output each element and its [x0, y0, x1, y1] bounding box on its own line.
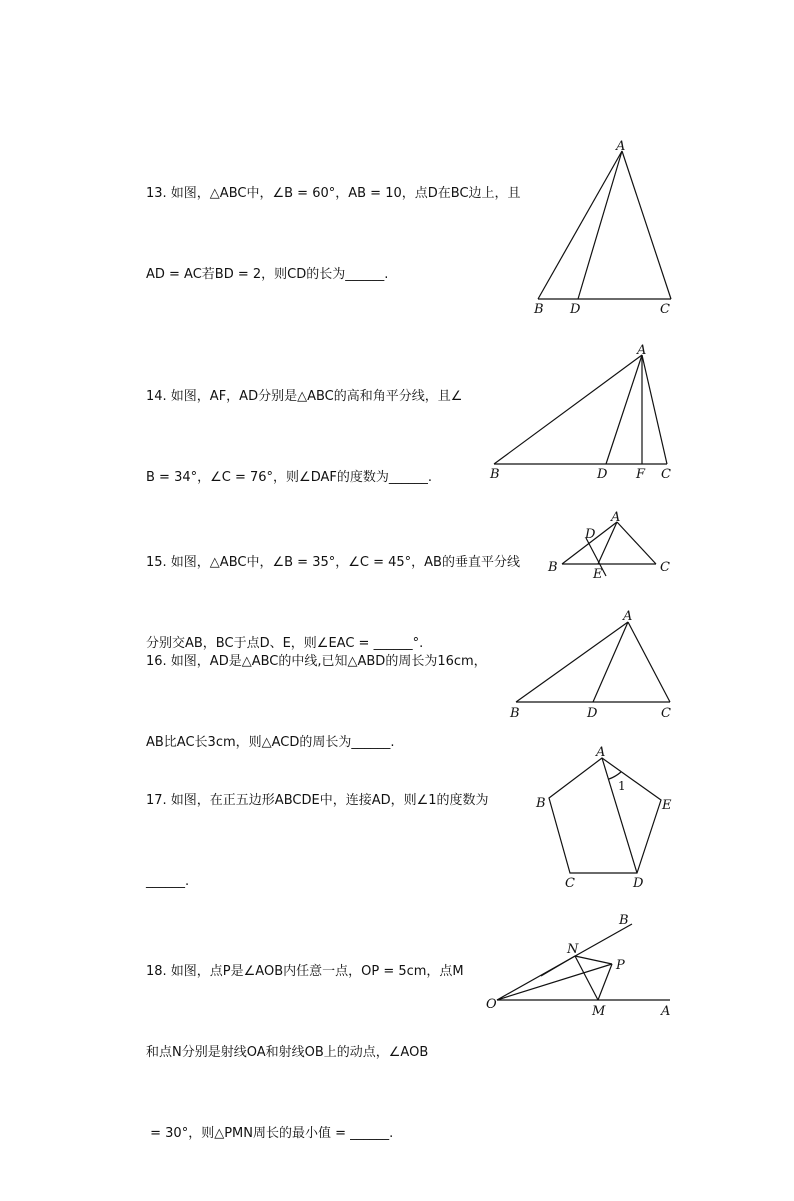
segment-ad [606, 355, 642, 464]
label-n: N [567, 942, 579, 957]
label-m: M [592, 1004, 606, 1019]
label-c: C [660, 302, 670, 317]
label-c: C [661, 467, 671, 482]
label-p: P [616, 958, 625, 973]
label-f: F [636, 467, 646, 482]
problem-17-line-1: 17. 如图，在正五边形ABCDE中，连接AD，则∠1的度数为 [146, 793, 489, 808]
problem-17-figure [530, 740, 680, 890]
segment-ab [494, 355, 642, 464]
label-o: O [486, 997, 497, 1012]
problem-18-text [146, 904, 526, 1201]
problem-16-figure [505, 605, 685, 720]
problem-13-line-1: 13. 如图，△ABC中，∠B = 60°，AB = 10，点D在BC边上，且 [146, 186, 521, 201]
label-d: D [570, 302, 581, 317]
segment-ad [602, 758, 637, 873]
helper-n-line [541, 956, 575, 976]
problem-18-line-3: = 30°，则△PMN周长的最小值 = ______. [146, 1126, 394, 1141]
label-c: C [660, 560, 670, 575]
label-a: A [637, 343, 647, 358]
segment-pn [575, 956, 612, 964]
segment-nm [575, 956, 598, 1000]
pentagon-abcde [549, 758, 661, 873]
label-a: A [611, 510, 621, 525]
label-b: B [548, 560, 558, 575]
problem-18-figure [480, 905, 680, 1025]
label-d: D [597, 467, 608, 482]
problem-14-line-1: 14. 如图，AF，AD分别是△ABC的高和角平分线，且∠ [146, 389, 463, 404]
label-e: E [593, 567, 603, 582]
label-d: D [587, 706, 598, 721]
problem-13-text [146, 126, 526, 342]
segment-ab [516, 622, 628, 702]
label-b: B [490, 467, 500, 482]
label-a: A [596, 745, 606, 760]
segment-ab [538, 151, 622, 299]
label-b: B [510, 706, 520, 721]
problem-15-line-1: 15. 如图，△ABC中，∠B = 35°，∠C = 45°，AB的垂直平分线 [146, 555, 520, 570]
segment-pm [598, 964, 612, 1000]
problem-18-line-1: 18. 如图，点P是∠AOB内任意一点，OP = 5cm，点M [146, 964, 464, 979]
problem-14-line-2: B = 34°，∠C = 76°，则∠DAF的度数为______. [146, 470, 432, 485]
label-a: A [623, 609, 633, 624]
segment-ad [578, 151, 622, 299]
segment-ac [622, 151, 671, 299]
angle-1-arc [609, 772, 621, 779]
angle-1-label: 1 [618, 779, 626, 793]
label-b: B [536, 796, 546, 811]
segment-ac [642, 355, 667, 464]
problem-15-line-2: 分别交AB，BC于点D、E，则∠EAC = ______°. [146, 636, 424, 651]
label-a: A [616, 139, 626, 154]
problem-16-line-2: AB比AC长3cm，则△ACD的周长为______. [146, 735, 395, 750]
problem-13-line-2: AD = AC若BD = 2，则CD的长为______. [146, 267, 389, 282]
label-c: C [661, 706, 671, 721]
label-b: B [619, 913, 629, 928]
problem-18-line-2: 和点N分别是射线OA和射线OB上的动点，∠AOB [146, 1045, 429, 1060]
label-d: D [633, 876, 644, 891]
problem-13-figure [520, 130, 690, 325]
label-b: B [534, 302, 544, 317]
problem-17-line-2: ______. [146, 874, 190, 889]
segment-ac [628, 622, 670, 702]
label-a: A [661, 1004, 671, 1019]
problem-14-figure [485, 335, 685, 485]
segment-ae [598, 522, 617, 564]
problem-15-figure [540, 505, 680, 585]
label-c: C [565, 876, 575, 891]
problem-16-line-1: 16. 如图，AD是△ABC的中线,已知△ABD的周长为16cm， [146, 654, 487, 669]
label-d: D [585, 527, 596, 542]
segment-ac [617, 522, 656, 564]
label-e: E [662, 798, 672, 813]
